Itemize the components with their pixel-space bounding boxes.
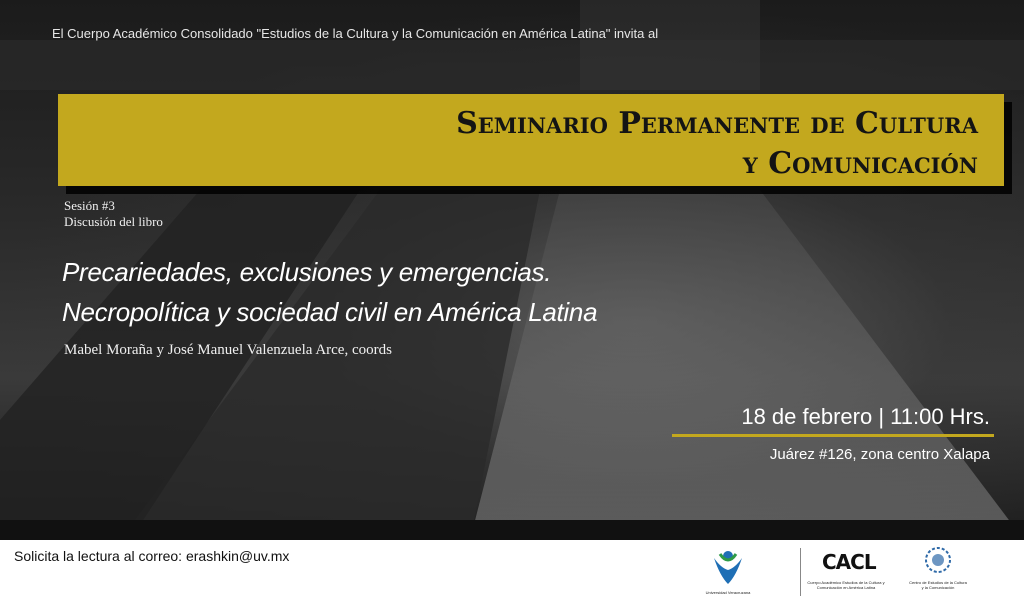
universidad-veracruzana-logo [700,546,756,598]
logo-divider [800,548,801,596]
seminar-title-line2: y Comunicación [742,146,978,181]
event-datetime: 18 de febrero | 11:00 Hrs. [741,404,990,429]
uv-caption: Universidad Veracruzana [705,590,751,595]
session-number: Sesión #3 [64,198,115,213]
cacl-caption: Cuerpo Académico Estudios de la Cultura y Comunicación en América Latina [807,580,885,590]
uv-emblem-icon [700,546,756,588]
cecc-caption: Centro de Estudios de la Cultura y la Comunicación [909,580,967,590]
cecc-logo [908,546,968,600]
cacl-wordmark: CACL [822,550,876,574]
session-info [64,198,163,230]
event-address: Juárez #126, zona centro Xalapa [769,446,990,463]
invitation-text: El Cuerpo Académico Consolidado "Estudios de la Cultura y la Comunicación en América Latina" invita al [52,26,659,41]
seminar-title [456,104,978,184]
book-authors: Mabel Moraña y José Manuel Valenzuela Arce, coords [64,342,392,358]
book-title [62,252,597,332]
book-title-line1: Precariedades, exclusiones y emergencias. [62,257,552,287]
accent-divider [672,434,994,437]
cecc-emblem-icon [908,546,968,578]
cacl-logo [800,548,890,598]
session-description: Discusión del libro [64,214,163,229]
contact-email-text: Solicita la lectura al correo: erashkin@uv.mx [14,548,290,564]
seminar-title-line1: Seminario Permanente de Cultura [456,106,978,141]
book-title-line2: Necropolítica y sociedad civil en América Latina [62,297,598,327]
seminar-banner [58,94,1004,186]
